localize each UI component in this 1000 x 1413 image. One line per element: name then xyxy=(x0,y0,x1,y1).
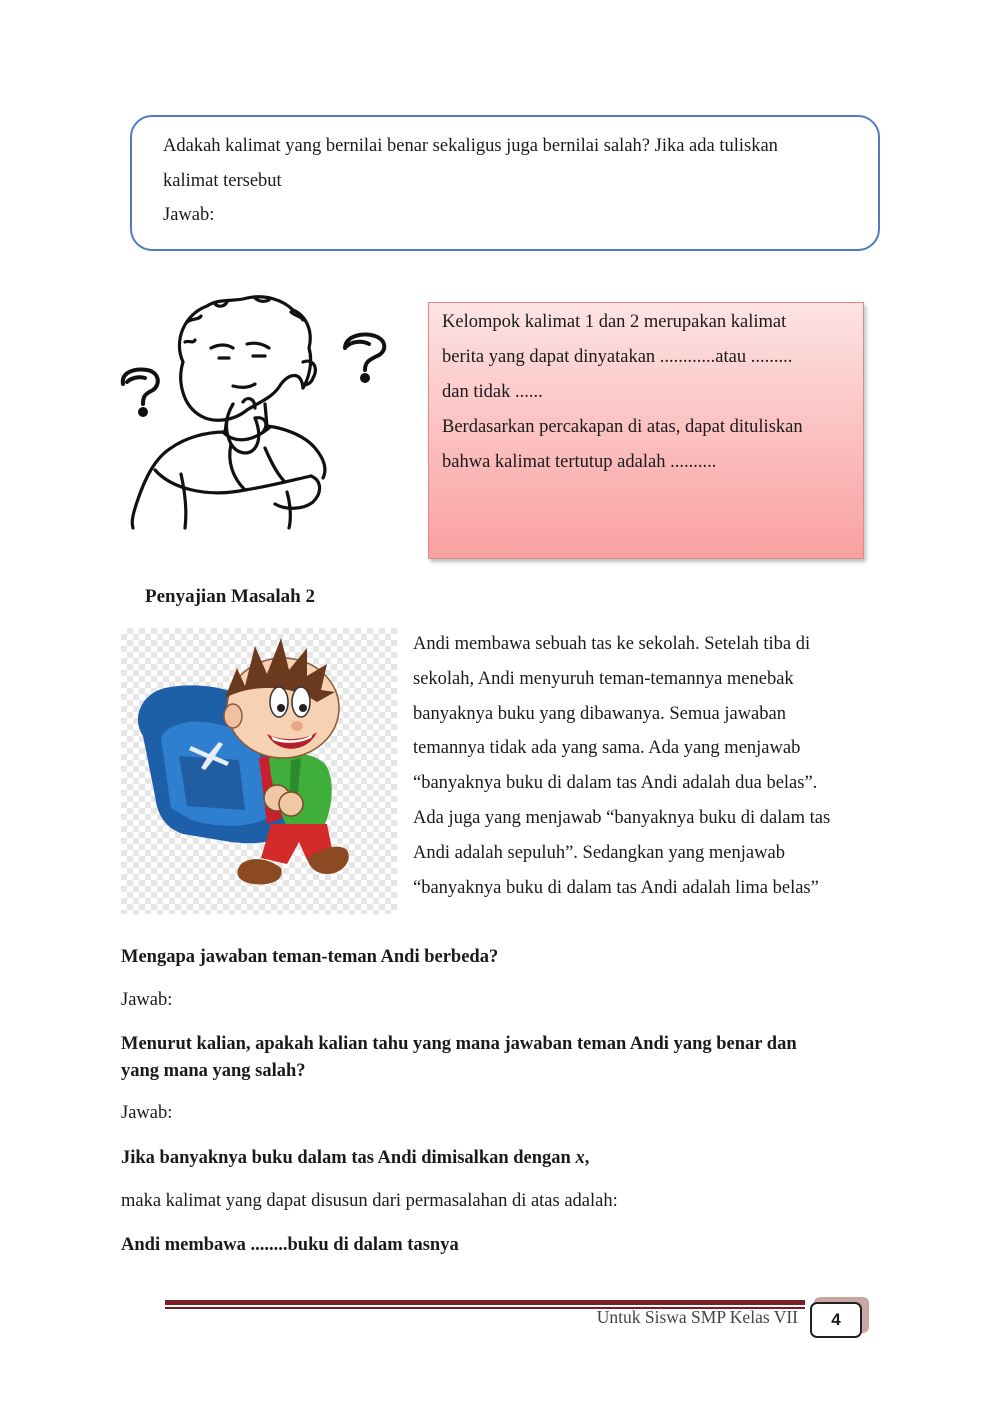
footer-text: Untuk Siswa SMP Kelas VII xyxy=(596,1307,798,1327)
question-3-text: Jika banyaknya buku dalam tas Andi dimisalkan dengan xyxy=(121,1148,576,1168)
section-heading: Penyajian Masalah 2 xyxy=(145,586,315,607)
question-box-answer-label: Jawab: xyxy=(163,205,215,225)
variable-x: x xyxy=(575,1148,585,1168)
story-line: Ada juga yang menjawab “banyaknya buku di dalam tas xyxy=(413,807,831,828)
fill-in-line1: Kelompok kalimat 1 dan 2 merupakan kalimat xyxy=(442,312,787,332)
question-3-comma: , xyxy=(584,1148,590,1168)
fill-in-line2: berita yang dapat dinyatakan ............atau ......... xyxy=(442,347,793,367)
question-3 xyxy=(121,1145,891,1172)
thinking-boy-illustration xyxy=(115,292,395,532)
question-box-line2: kalimat tersebut xyxy=(163,170,282,191)
footer-rule xyxy=(165,1300,805,1305)
page-number: 4 xyxy=(810,1302,862,1338)
question-2 xyxy=(121,1031,891,1085)
fill-in-line5: bahwa kalimat tertutup adalah .......... xyxy=(442,452,717,472)
story-line: sekolah, Andi menyuruh teman-temannya menebak xyxy=(413,668,794,689)
fill-in-statement: Andi membawa ........buku di dalam tasnya xyxy=(121,1235,459,1255)
statement-line: maka kalimat yang dapat disusun dari permasalahan di atas adalah: xyxy=(121,1191,618,1211)
question-1: Mengapa jawaban teman-teman Andi berbeda? xyxy=(121,947,499,967)
story-line: banyaknya buku yang dibawanya. Semua jawaban xyxy=(413,703,786,724)
story-line: temannya tidak ada yang sama. Ada yang menjawab xyxy=(413,738,801,759)
story-line: “banyaknya buku di dalam tas Andi adalah lima belas” xyxy=(413,877,819,898)
fill-in-box xyxy=(428,302,864,559)
fill-in-line4: Berdasarkan percakapan di atas, dapat dituliskan xyxy=(442,417,803,437)
fill-in-line3: dan tidak ...... xyxy=(442,382,543,402)
question-box xyxy=(130,115,880,251)
question-mark-icon xyxy=(345,335,384,382)
story-line: Andi adalah sepuluh”. Sedangkan yang menjawab xyxy=(413,842,785,863)
story-paragraph xyxy=(413,627,883,905)
question-box-line1: Adakah kalimat yang bernilai benar sekaligus juga bernilai salah? Jika ada tuliskan xyxy=(163,136,778,156)
answer-label-2: Jawab: xyxy=(121,1103,173,1123)
answer-label-1: Jawab: xyxy=(121,990,173,1010)
boy-backpack-illustration xyxy=(121,628,397,914)
story-line: Andi membawa sebuah tas ke sekolah. Setelah tiba di xyxy=(413,634,811,654)
question-2-line2: yang mana yang salah? xyxy=(121,1061,306,1081)
story-line: “banyaknya buku di dalam tas Andi adalah dua belas”. xyxy=(413,773,818,794)
question-2-line1: Menurut kalian, apakah kalian tahu yang mana jawaban teman Andi yang benar dan xyxy=(121,1034,797,1054)
question-mark-icon xyxy=(123,370,158,415)
